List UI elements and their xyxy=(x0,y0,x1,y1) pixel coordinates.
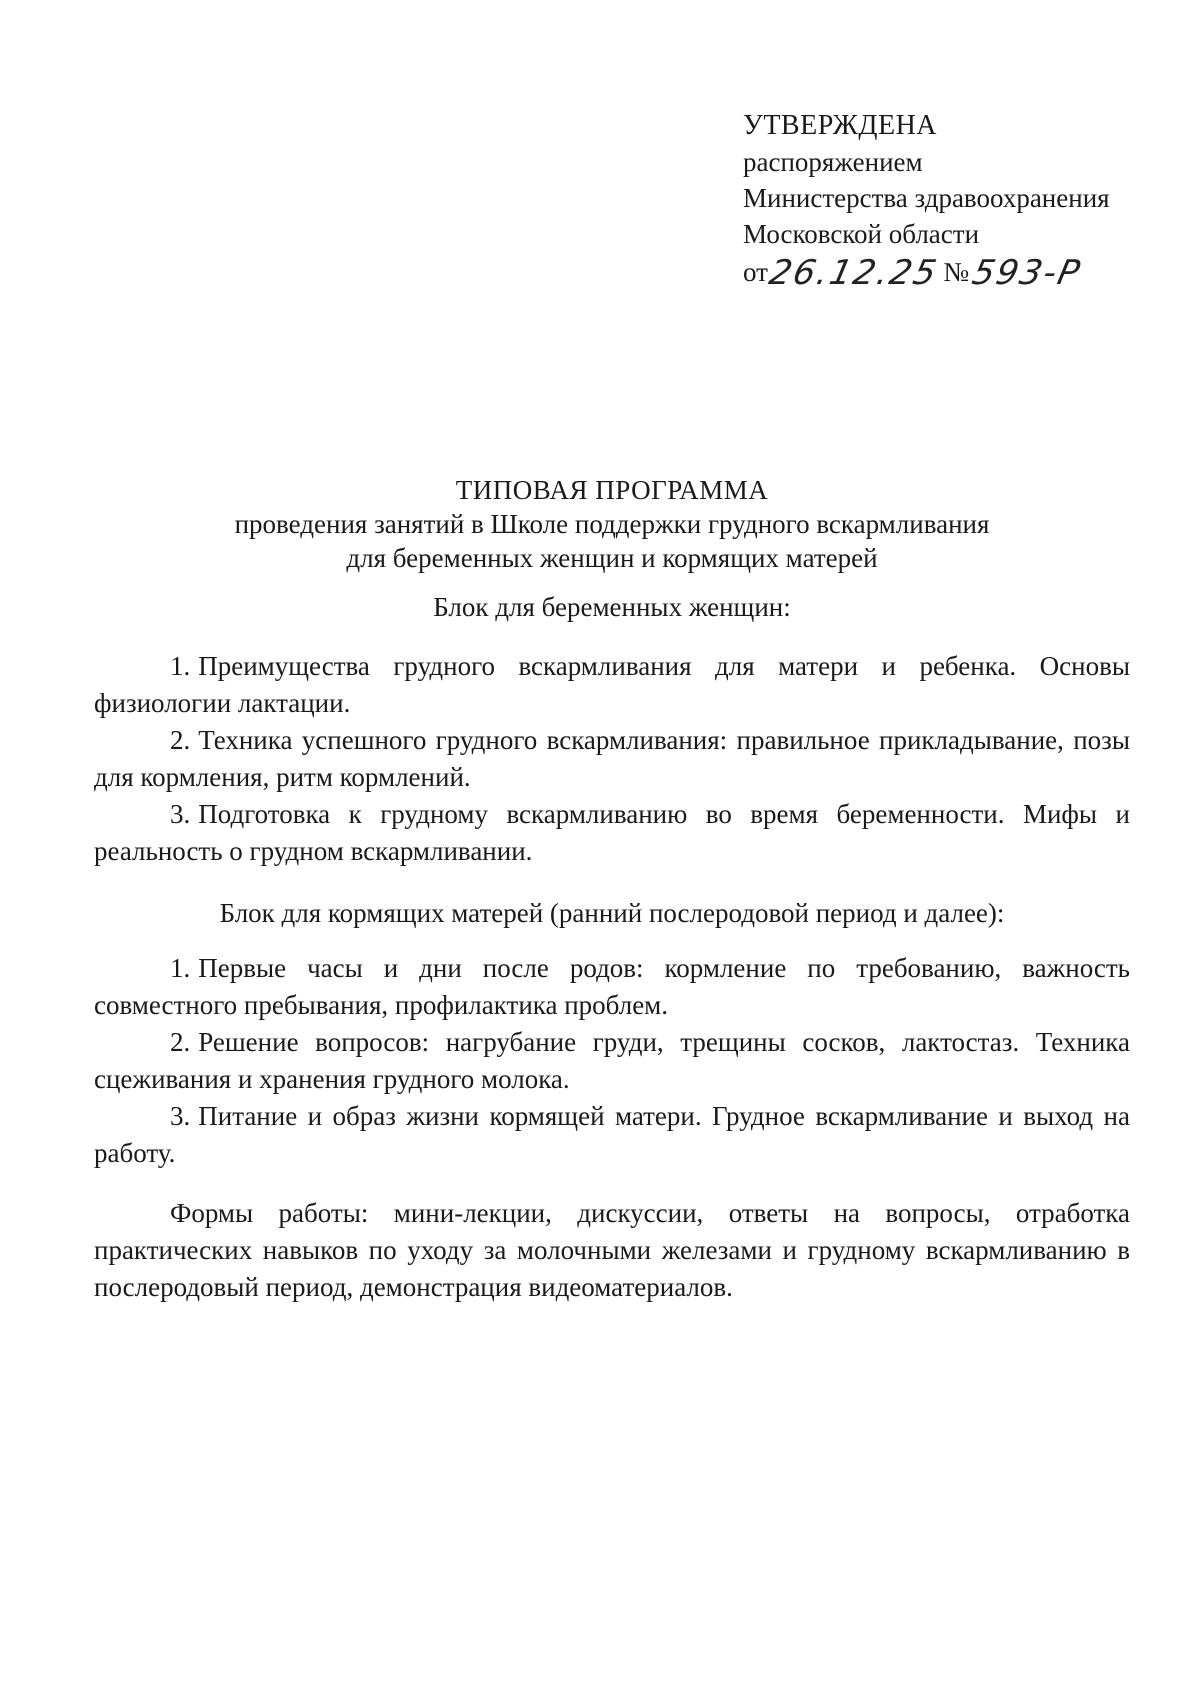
list-item xyxy=(94,722,1130,796)
approval-number-sign: № xyxy=(943,257,970,287)
approval-date-prefix: от xyxy=(743,257,768,287)
handwritten-number: 593-Р xyxy=(968,253,1086,293)
list-item-number: 3. xyxy=(170,1101,191,1131)
list-item-number: 2. xyxy=(170,1027,191,1057)
list-item xyxy=(94,648,1130,722)
list-item xyxy=(94,1024,1130,1098)
list-item-number: 1. xyxy=(170,651,191,681)
list-item xyxy=(94,796,1130,870)
list-item-number: 1. xyxy=(170,953,191,983)
list-item-text: Первые часы и дни после родов: кормление по требованию, важность совместного пребывания, профилактика проблем. xyxy=(94,953,1130,1020)
approval-line-ministry: Министерства здравоохранения xyxy=(743,183,1110,213)
approval-date-line xyxy=(743,252,1163,292)
approval-line-order: распоряжением xyxy=(743,147,923,177)
approval-line-region: Московской области xyxy=(743,219,980,249)
handwritten-date: 26.12.25 xyxy=(765,253,942,293)
nursing-block-list xyxy=(94,950,1130,1172)
list-item xyxy=(94,950,1130,1024)
list-item-text: Подготовка к грудному вскармливанию во время беременности. Мифы и реальность о грудном вскармливании. xyxy=(94,799,1130,866)
list-item-text: Техника успешного грудного вскармливания: правильное прикладывание, позы для кормления, ритм кормлений. xyxy=(94,725,1130,792)
list-item-text: Решение вопросов: нагрубание груди, трещины сосков, лактостаз. Техника сцеживания и хранения грудного молока. xyxy=(94,1027,1130,1094)
list-item-text: Питание и образ жизни кормящей матери. Грудное вскармливание и выход на работу. xyxy=(94,1101,1130,1168)
list-item xyxy=(94,1098,1130,1172)
approval-title: УТВЕРЖДЕНА xyxy=(743,110,938,141)
approval-block xyxy=(743,108,1163,292)
pregnant-block-heading: Блок для беременных женщин: xyxy=(433,592,791,622)
program-title: ТИПОВАЯ ПРОГРАММА xyxy=(455,475,769,505)
program-subtitle-line1: проведения занятий в Школе поддержки грудного вскармливания xyxy=(234,509,990,539)
list-item-number: 2. xyxy=(170,725,191,755)
forms-of-work-paragraph: Формы работы: мини-лекции, дискуссии, ответы на вопросы, отработка практических навыков по уходу за молочными железами и грудному вскармливанию в послеродовый период, демонстрация видеоматериалов. xyxy=(94,1198,1130,1302)
program-heading xyxy=(90,473,1134,575)
nursing-block-heading: Блок для кормящих матерей (ранний послеродовой период и далее): xyxy=(219,898,1005,928)
list-item-number: 3. xyxy=(170,799,191,829)
list-item-text: Преимущества грудного вскармливания для матери и ребенка. Основы физиологии лактации. xyxy=(94,651,1130,718)
pregnant-block-list xyxy=(94,648,1130,870)
program-subtitle-line2: для беременных женщин и кормящих матерей xyxy=(346,543,878,573)
